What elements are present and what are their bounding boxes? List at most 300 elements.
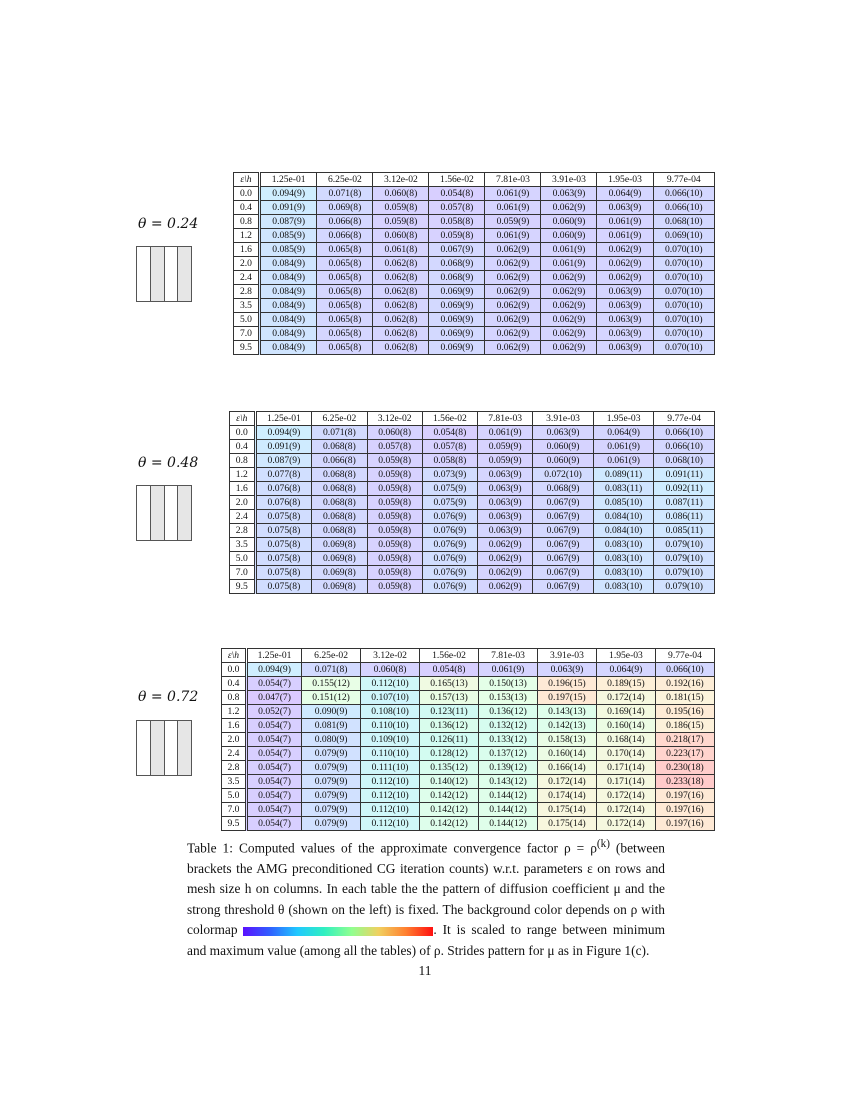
row-header: 3.5 — [222, 775, 247, 789]
table-cell: 0.054(7) — [246, 747, 301, 761]
table-cell: 0.062(9) — [478, 580, 533, 594]
table-row — [222, 691, 715, 705]
table-row — [230, 482, 715, 496]
colormap-bar — [243, 927, 433, 936]
row-header: 2.0 — [234, 257, 260, 271]
table-cell: 0.087(9) — [259, 215, 316, 229]
column-header: 3.12e-02 — [367, 412, 422, 426]
table-row — [222, 747, 715, 761]
table-cell: 0.068(10) — [654, 454, 715, 468]
table-cell: 0.085(10) — [593, 496, 654, 510]
table-cell: 0.066(8) — [317, 215, 373, 229]
table-cell: 0.083(10) — [593, 566, 654, 580]
table-cell: 0.059(8) — [367, 482, 422, 496]
table-cell: 0.065(8) — [317, 341, 373, 355]
table-cell: 0.063(9) — [541, 187, 597, 201]
table-cell: 0.060(8) — [361, 663, 420, 677]
column-header: 3.91e-03 — [541, 173, 597, 187]
table-cell: 0.064(9) — [596, 663, 655, 677]
table-cell: 0.066(10) — [653, 187, 715, 201]
table-cell: 0.054(8) — [422, 426, 477, 440]
table-cell: 0.126(11) — [420, 733, 479, 747]
table-cell: 0.071(8) — [312, 426, 367, 440]
table-cell: 0.085(9) — [259, 243, 316, 257]
table-cell: 0.144(12) — [479, 817, 538, 831]
table-cell: 0.165(13) — [420, 677, 479, 691]
table-cell: 0.112(10) — [361, 789, 420, 803]
table-cell: 0.085(11) — [654, 524, 715, 538]
table-cell: 0.070(10) — [653, 341, 715, 355]
row-header: 9.5 — [230, 580, 256, 594]
table-cell: 0.160(14) — [596, 719, 655, 733]
page-number: 11 — [418, 963, 432, 978]
table-cell: 0.084(9) — [259, 299, 316, 313]
table-cell: 0.076(9) — [422, 538, 477, 552]
column-header: 9.77e-04 — [655, 649, 714, 663]
column-header: 1.56e-02 — [420, 649, 479, 663]
table-cell: 0.084(9) — [259, 257, 316, 271]
table-cell: 0.062(9) — [478, 552, 533, 566]
table-cell: 0.123(11) — [420, 705, 479, 719]
table-row — [234, 327, 715, 341]
row-header: 0.4 — [234, 201, 260, 215]
table-cell: 0.109(10) — [361, 733, 420, 747]
table-cell: 0.061(9) — [485, 187, 541, 201]
row-header: 2.4 — [222, 747, 247, 761]
table-cell: 0.068(8) — [312, 496, 367, 510]
table-cell: 0.080(9) — [302, 733, 361, 747]
table-cell: 0.063(9) — [597, 313, 653, 327]
table-row — [234, 299, 715, 313]
table-cell: 0.062(8) — [373, 313, 429, 327]
table-cell: 0.084(10) — [593, 510, 654, 524]
row-header: 0.8 — [234, 215, 260, 229]
table-row — [230, 440, 715, 454]
table-caption — [187, 834, 665, 961]
table-cell: 0.084(9) — [259, 271, 316, 285]
table-cell: 0.143(12) — [479, 775, 538, 789]
table-cell: 0.068(8) — [312, 510, 367, 524]
table-cell: 0.084(9) — [259, 327, 316, 341]
row-header: 1.2 — [222, 705, 247, 719]
table-cell: 0.110(10) — [361, 719, 420, 733]
table-cell: 0.079(9) — [302, 817, 361, 831]
table-cell: 0.065(8) — [317, 285, 373, 299]
table-cell: 0.059(8) — [367, 566, 422, 580]
table-cell: 0.062(9) — [485, 327, 541, 341]
table-row — [222, 775, 715, 789]
table-cell: 0.112(10) — [361, 803, 420, 817]
table-cell: 0.079(9) — [302, 789, 361, 803]
column-header: 1.25e-01 — [255, 412, 312, 426]
table-cell: 0.139(12) — [479, 761, 538, 775]
table-cell: 0.069(9) — [429, 341, 485, 355]
table-row — [230, 552, 715, 566]
table-cell: 0.068(8) — [312, 468, 367, 482]
table-cell: 0.075(9) — [422, 496, 477, 510]
table-cell: 0.054(7) — [246, 789, 301, 803]
table-cell: 0.060(9) — [533, 454, 594, 468]
table-cell: 0.066(8) — [317, 229, 373, 243]
table-cell: 0.069(9) — [429, 299, 485, 313]
table-cell: 0.058(8) — [429, 215, 485, 229]
table-cell: 0.069(8) — [317, 201, 373, 215]
table-cell: 0.067(9) — [429, 243, 485, 257]
table-cell: 0.062(9) — [485, 285, 541, 299]
table-cell: 0.075(8) — [255, 538, 312, 552]
table-cell: 0.063(9) — [478, 482, 533, 496]
table-cell: 0.063(9) — [478, 496, 533, 510]
table-row — [234, 341, 715, 355]
table-cell: 0.112(10) — [361, 677, 420, 691]
table-cell: 0.075(8) — [255, 566, 312, 580]
column-header: 7.81e-03 — [485, 173, 541, 187]
table-cell: 0.061(9) — [479, 663, 538, 677]
column-header: 1.95e-03 — [596, 649, 655, 663]
column-header: 3.12e-02 — [373, 173, 429, 187]
stride-pattern-1 — [136, 246, 192, 302]
table-cell: 0.175(14) — [537, 817, 596, 831]
column-header: 3.12e-02 — [361, 649, 420, 663]
table-cell: 0.189(15) — [596, 677, 655, 691]
row-header: 5.0 — [230, 552, 256, 566]
table-cell: 0.077(8) — [255, 468, 312, 482]
table-cell: 0.062(9) — [541, 313, 597, 327]
table-cell: 0.054(7) — [246, 803, 301, 817]
table-cell: 0.144(12) — [479, 789, 538, 803]
table-row — [230, 580, 715, 594]
row-header: 2.8 — [222, 761, 247, 775]
table-cell: 0.067(9) — [533, 510, 594, 524]
row-header: 0.4 — [230, 440, 256, 454]
table-cell: 0.047(7) — [246, 691, 301, 705]
table-cell: 0.076(9) — [422, 580, 477, 594]
table-cell: 0.058(8) — [422, 454, 477, 468]
table-row — [222, 789, 715, 803]
table-cell: 0.060(8) — [373, 229, 429, 243]
table-cell: 0.069(8) — [312, 538, 367, 552]
table-cell: 0.059(9) — [485, 215, 541, 229]
table-cell: 0.062(9) — [541, 299, 597, 313]
table-cell: 0.070(10) — [653, 327, 715, 341]
table-cell: 0.172(14) — [596, 691, 655, 705]
row-header: 0.0 — [234, 187, 260, 201]
row-header: 9.5 — [222, 817, 247, 831]
table-cell: 0.197(16) — [655, 789, 714, 803]
table-cell: 0.062(9) — [485, 271, 541, 285]
table-cell: 0.054(7) — [246, 719, 301, 733]
table-cell: 0.084(9) — [259, 341, 316, 355]
table-cell: 0.059(8) — [367, 524, 422, 538]
table-cell: 0.107(10) — [361, 691, 420, 705]
table-cell: 0.062(8) — [373, 327, 429, 341]
table-cell: 0.094(9) — [259, 187, 316, 201]
column-header: 6.25e-02 — [317, 173, 373, 187]
table-cell: 0.066(8) — [312, 454, 367, 468]
row-header: 2.8 — [234, 285, 260, 299]
table-cell: 0.069(10) — [653, 229, 715, 243]
table-cell: 0.068(8) — [312, 440, 367, 454]
column-header: 9.77e-04 — [653, 173, 715, 187]
table-cell: 0.059(8) — [373, 215, 429, 229]
table-cell: 0.070(10) — [653, 299, 715, 313]
table-cell: 0.059(8) — [367, 538, 422, 552]
table-corner-label: ε\h — [230, 412, 256, 426]
table-cell: 0.062(9) — [597, 243, 653, 257]
table-row — [230, 524, 715, 538]
table-cell: 0.166(14) — [537, 761, 596, 775]
table-cell: 0.079(9) — [302, 803, 361, 817]
column-header: 3.91e-03 — [537, 649, 596, 663]
table-row — [222, 719, 715, 733]
convergence-table-2 — [229, 411, 715, 594]
convergence-table-3 — [221, 648, 715, 831]
table-row — [230, 510, 715, 524]
table-cell: 0.075(8) — [255, 580, 312, 594]
table-row — [234, 187, 715, 201]
table-row — [234, 215, 715, 229]
table-cell: 0.076(9) — [422, 510, 477, 524]
table-corner-label: ε\h — [234, 173, 260, 187]
table-cell: 0.059(9) — [478, 454, 533, 468]
table-cell: 0.142(13) — [537, 719, 596, 733]
row-header: 1.6 — [230, 482, 256, 496]
column-header: 7.81e-03 — [478, 412, 533, 426]
table-row — [222, 817, 715, 831]
table-row — [234, 271, 715, 285]
table-cell: 0.089(11) — [593, 468, 654, 482]
table-cell: 0.084(9) — [259, 285, 316, 299]
table-cell: 0.160(14) — [537, 747, 596, 761]
table-cell: 0.140(12) — [420, 775, 479, 789]
table-cell: 0.061(9) — [541, 257, 597, 271]
table-cell: 0.054(8) — [420, 663, 479, 677]
table-cell: 0.133(12) — [479, 733, 538, 747]
table-cell: 0.067(9) — [533, 538, 594, 552]
table-cell: 0.090(9) — [302, 705, 361, 719]
table-cell: 0.195(16) — [655, 705, 714, 719]
table-cell: 0.062(9) — [541, 271, 597, 285]
table-cell: 0.062(9) — [478, 538, 533, 552]
table-cell: 0.075(8) — [255, 552, 312, 566]
table-cell: 0.170(14) — [596, 747, 655, 761]
theta-label-3: θ = 0.72 — [138, 689, 199, 705]
table-cell: 0.112(10) — [361, 775, 420, 789]
row-header: 2.4 — [230, 510, 256, 524]
table-row — [234, 243, 715, 257]
table-cell: 0.059(8) — [367, 454, 422, 468]
table-cell: 0.155(12) — [302, 677, 361, 691]
table-cell: 0.233(18) — [655, 775, 714, 789]
table-cell: 0.063(9) — [597, 299, 653, 313]
row-header: 7.0 — [230, 566, 256, 580]
table-cell: 0.094(9) — [246, 663, 301, 677]
table-cell: 0.063(9) — [597, 285, 653, 299]
table-cell: 0.172(14) — [596, 789, 655, 803]
table-cell: 0.136(12) — [420, 719, 479, 733]
table-cell: 0.186(15) — [655, 719, 714, 733]
table-corner-label: ε\h — [222, 649, 247, 663]
table-cell: 0.158(13) — [537, 733, 596, 747]
row-header: 3.5 — [234, 299, 260, 313]
table-cell: 0.144(12) — [479, 803, 538, 817]
table-cell: 0.112(10) — [361, 817, 420, 831]
table-cell: 0.172(14) — [596, 817, 655, 831]
table-cell: 0.083(10) — [593, 552, 654, 566]
table-cell: 0.087(9) — [255, 454, 312, 468]
table-cell: 0.070(10) — [653, 243, 715, 257]
table-cell: 0.069(9) — [429, 313, 485, 327]
table-cell: 0.067(9) — [533, 580, 594, 594]
table-cell: 0.075(8) — [255, 510, 312, 524]
column-header: 1.25e-01 — [246, 649, 301, 663]
table-cell: 0.075(8) — [255, 524, 312, 538]
table-cell: 0.063(9) — [533, 426, 594, 440]
table-cell: 0.054(7) — [246, 817, 301, 831]
column-header: 1.95e-03 — [597, 173, 653, 187]
table-cell: 0.062(8) — [373, 271, 429, 285]
table-cell: 0.142(12) — [420, 817, 479, 831]
table-cell: 0.075(9) — [422, 482, 477, 496]
table-cell: 0.059(8) — [429, 229, 485, 243]
table-cell: 0.063(9) — [478, 468, 533, 482]
column-header: 1.25e-01 — [259, 173, 316, 187]
table-cell: 0.067(9) — [533, 552, 594, 566]
table-cell: 0.169(14) — [596, 705, 655, 719]
table-cell: 0.065(8) — [317, 243, 373, 257]
table-cell: 0.062(9) — [485, 243, 541, 257]
table-cell: 0.060(9) — [541, 215, 597, 229]
table-cell: 0.059(8) — [373, 201, 429, 215]
table-cell: 0.060(9) — [541, 229, 597, 243]
table-cell: 0.084(10) — [593, 524, 654, 538]
table-cell: 0.086(11) — [654, 510, 715, 524]
table-cell: 0.151(12) — [302, 691, 361, 705]
table-cell: 0.063(9) — [478, 524, 533, 538]
row-header: 7.0 — [234, 327, 260, 341]
table-row — [222, 733, 715, 747]
table-cell: 0.061(9) — [485, 201, 541, 215]
caption-part2: (between brackets the AMG preconditioned CG iteration counts) w.r.t. parameters ε on rows and mesh size h on columns. In each table the the pattern of diffusion coefficient μ and the strong threshold θ (shown on the left) is fixed. The background color depends on ρ with colormap — [187, 840, 666, 938]
table-cell: 0.062(9) — [541, 285, 597, 299]
table-cell: 0.061(8) — [373, 243, 429, 257]
column-header: 1.56e-02 — [429, 173, 485, 187]
table-header-row — [230, 412, 715, 426]
table-cell: 0.063(9) — [597, 201, 653, 215]
column-header: 9.77e-04 — [654, 412, 715, 426]
table-cell: 0.062(9) — [541, 341, 597, 355]
table-cell: 0.062(8) — [373, 299, 429, 313]
table-cell: 0.172(14) — [596, 803, 655, 817]
table-cell: 0.062(9) — [541, 327, 597, 341]
table-cell: 0.068(8) — [312, 524, 367, 538]
table-row — [222, 803, 715, 817]
table-cell: 0.197(16) — [655, 803, 714, 817]
table-cell: 0.065(8) — [317, 257, 373, 271]
row-header: 0.0 — [230, 426, 256, 440]
table-cell: 0.174(14) — [537, 789, 596, 803]
table-cell: 0.076(9) — [422, 524, 477, 538]
table-cell: 0.083(11) — [593, 482, 654, 496]
row-header: 5.0 — [222, 789, 247, 803]
table-cell: 0.069(8) — [312, 552, 367, 566]
table-cell: 0.091(9) — [255, 440, 312, 454]
table-cell: 0.069(9) — [429, 285, 485, 299]
table-cell: 0.066(10) — [655, 663, 714, 677]
column-header: 1.56e-02 — [422, 412, 477, 426]
table-cell: 0.079(10) — [654, 552, 715, 566]
table-cell: 0.070(10) — [653, 257, 715, 271]
table-cell: 0.137(12) — [479, 747, 538, 761]
row-header: 1.6 — [222, 719, 247, 733]
table-cell: 0.111(10) — [361, 761, 420, 775]
table-cell: 0.079(10) — [654, 538, 715, 552]
table-cell: 0.063(9) — [597, 341, 653, 355]
table-row — [234, 201, 715, 215]
table-cell: 0.073(9) — [422, 468, 477, 482]
table-cell: 0.069(8) — [312, 580, 367, 594]
table-cell: 0.061(9) — [485, 229, 541, 243]
table-cell: 0.062(9) — [485, 299, 541, 313]
table-cell: 0.062(9) — [485, 313, 541, 327]
table-cell: 0.066(10) — [654, 440, 715, 454]
table-cell: 0.197(16) — [655, 817, 714, 831]
table-cell: 0.060(9) — [533, 440, 594, 454]
table-cell: 0.066(10) — [654, 426, 715, 440]
table-cell: 0.230(18) — [655, 761, 714, 775]
row-header: 0.0 — [222, 663, 247, 677]
table-cell: 0.092(11) — [654, 482, 715, 496]
table-cell: 0.059(8) — [367, 510, 422, 524]
table-cell: 0.068(10) — [653, 215, 715, 229]
table-cell: 0.065(8) — [317, 271, 373, 285]
column-header: 6.25e-02 — [302, 649, 361, 663]
table-cell: 0.067(9) — [533, 566, 594, 580]
table-cell: 0.223(17) — [655, 747, 714, 761]
table-cell: 0.068(9) — [429, 271, 485, 285]
table-cell: 0.079(9) — [302, 747, 361, 761]
row-header: 5.0 — [234, 313, 260, 327]
table-cell: 0.079(9) — [302, 775, 361, 789]
table-cell: 0.063(9) — [478, 510, 533, 524]
table-cell: 0.091(11) — [654, 468, 715, 482]
row-header: 0.8 — [230, 454, 256, 468]
table-cell: 0.157(13) — [420, 691, 479, 705]
table-row — [234, 257, 715, 271]
table-cell: 0.065(8) — [317, 313, 373, 327]
table-cell: 0.064(9) — [597, 187, 653, 201]
column-header: 7.81e-03 — [479, 649, 538, 663]
table-row — [230, 538, 715, 552]
table-cell: 0.084(9) — [259, 313, 316, 327]
table-cell: 0.062(9) — [597, 257, 653, 271]
table-cell: 0.054(7) — [246, 761, 301, 775]
table-cell: 0.063(9) — [597, 327, 653, 341]
table-cell: 0.062(8) — [373, 285, 429, 299]
table-cell: 0.062(8) — [373, 341, 429, 355]
table-cell: 0.069(8) — [312, 566, 367, 580]
table-cell: 0.057(8) — [429, 201, 485, 215]
table-cell: 0.142(12) — [420, 803, 479, 817]
theta-label-2: θ = 0.48 — [138, 455, 199, 471]
row-header: 0.4 — [222, 677, 247, 691]
table-cell: 0.059(9) — [478, 440, 533, 454]
table-cell: 0.076(8) — [255, 496, 312, 510]
table-cell: 0.071(8) — [302, 663, 361, 677]
column-header: 1.95e-03 — [593, 412, 654, 426]
table-cell: 0.061(9) — [593, 440, 654, 454]
table-cell: 0.150(13) — [479, 677, 538, 691]
